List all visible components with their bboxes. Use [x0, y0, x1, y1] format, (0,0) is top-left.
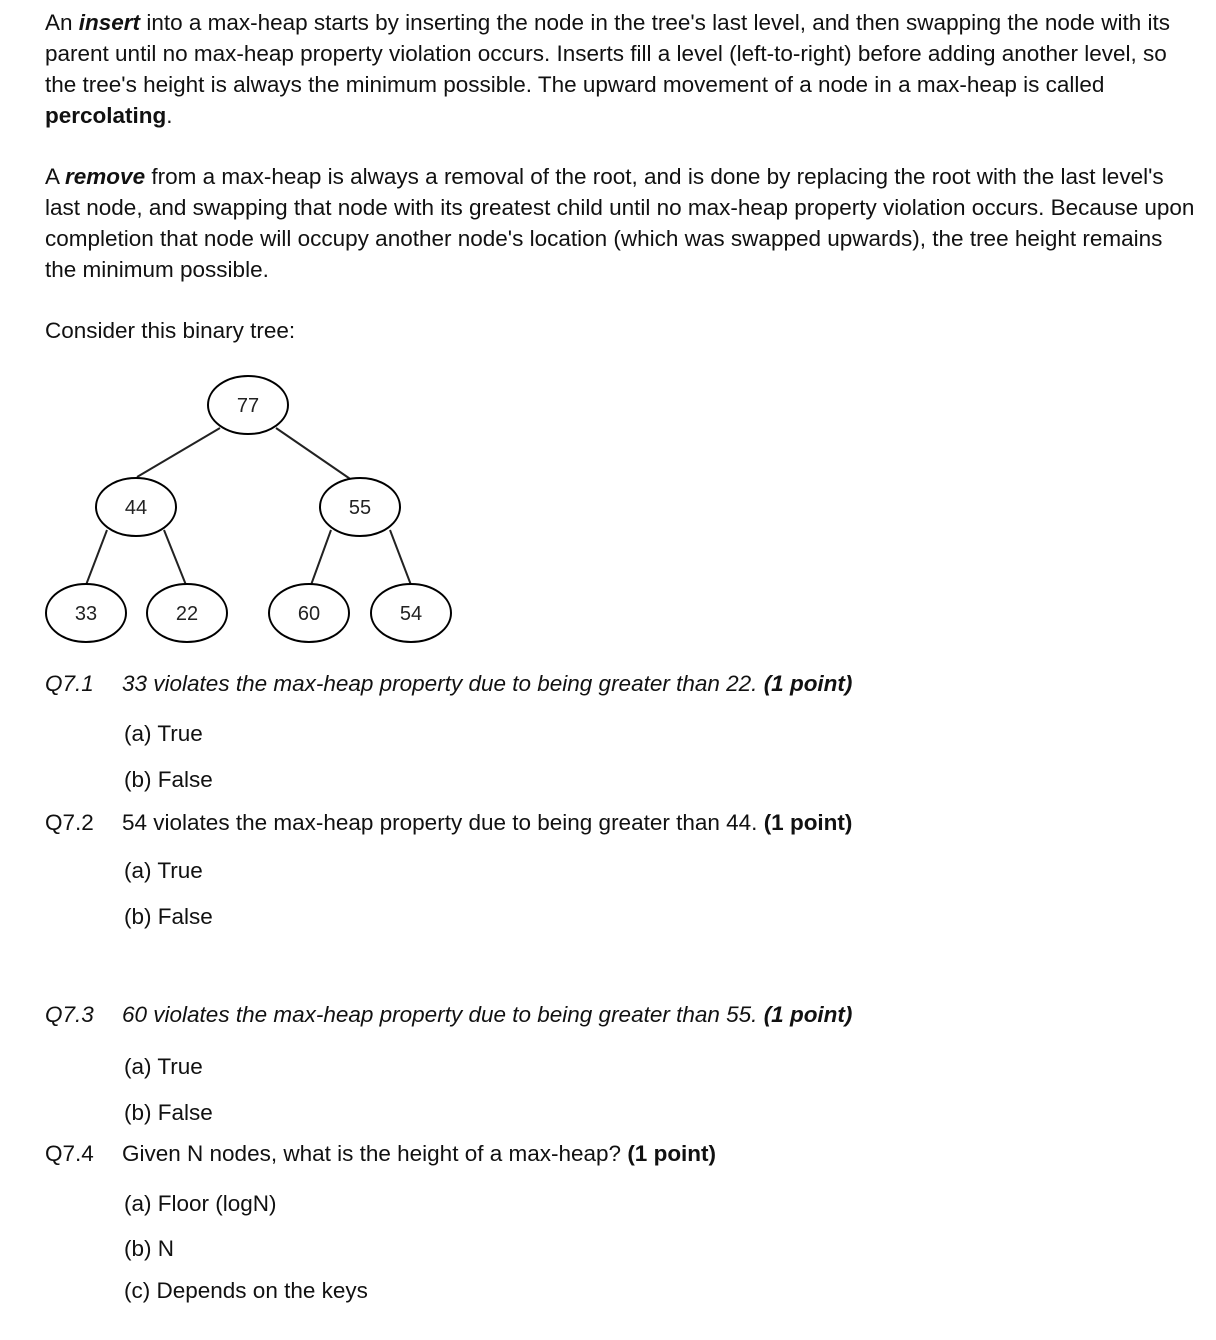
text-run: A	[45, 164, 66, 189]
node-label: 22	[175, 603, 199, 625]
edge-55-54	[390, 530, 411, 585]
binary-tree-diagram	[0, 360, 520, 660]
node-label: 44	[124, 497, 148, 519]
intro-paragraph-insert	[45, 7, 1195, 131]
term-percolating: percolating	[45, 103, 167, 128]
tree-node-level2-3	[371, 584, 451, 642]
edge-55-60	[311, 530, 331, 585]
text-run: .	[166, 103, 173, 128]
edge-44-22	[164, 530, 186, 585]
tree-node-root	[208, 376, 288, 434]
question-stem	[122, 999, 852, 1030]
q7-1-option-a[interactable]: (a) True	[124, 721, 203, 746]
node-label: 33	[74, 603, 98, 625]
consider-tree-text: Consider this binary tree:	[45, 318, 296, 343]
edge-44-33	[86, 530, 107, 585]
question-stem	[122, 807, 852, 838]
text-run: into a max-heap starts by inserting the node in the tree's last level, and then swapping the node with its parent until no max-heap property violation occurs. Inserts fill a level (left-to-right) before adding another level, so the tree's height is always the minimum possible. The upward movement of a node in a max-heap is called	[45, 10, 1170, 97]
node-label: 54	[399, 603, 423, 625]
q7-3-option-a[interactable]: (a) True	[124, 1054, 203, 1079]
q7-4-option-c[interactable]: (c) Depends on the keys	[124, 1278, 368, 1303]
question-text: 33 violates the max-heap property due to being greater than 22.	[122, 671, 758, 696]
question-number: Q7.2	[45, 810, 94, 835]
q7-3-option-b[interactable]: (b) False	[124, 1100, 213, 1125]
q7-2-option-a[interactable]: (a) True	[124, 858, 203, 883]
q7-1-option-b[interactable]: (b) False	[124, 767, 213, 792]
question-number: Q7.4	[45, 1141, 94, 1166]
question-stem	[122, 668, 852, 699]
question-points: (1 point)	[763, 1002, 853, 1027]
text-run: from a max-heap is always a removal of the root, and is done by replacing the root with the last level's last node, and swapping that node with its greatest child until no max-heap property violation occurs. Because upon completion that node will occupy another node's location (which was swapped upwards), the tree height remains the minimum possible.	[45, 164, 1195, 282]
edge-77-44	[137, 428, 220, 477]
intro-paragraph-remove	[45, 161, 1195, 285]
tree-node-level1-right	[320, 478, 400, 536]
tree-node-level1-left	[96, 478, 176, 536]
term-remove: remove	[65, 164, 146, 189]
node-label: 77	[236, 395, 260, 417]
text-run: An	[45, 10, 79, 35]
node-label: 55	[348, 497, 372, 519]
term-insert: insert	[78, 10, 141, 35]
edge-77-55	[276, 428, 359, 485]
q7-2-option-b[interactable]: (b) False	[124, 904, 213, 929]
tree-node-level2-0	[46, 584, 126, 642]
question-points: (1 point)	[627, 1141, 717, 1166]
node-label: 60	[297, 603, 321, 625]
question-text: 54 violates the max-heap property due to being greater than 44.	[122, 810, 758, 835]
tree-node-level2-1	[147, 584, 227, 642]
question-stem	[122, 1138, 716, 1169]
tree-node-level2-2	[269, 584, 349, 642]
question-number: Q7.1	[45, 671, 94, 696]
question-points: (1 point)	[763, 671, 853, 696]
q7-4-option-b[interactable]: (b) N	[124, 1236, 174, 1261]
question-number: Q7.3	[45, 1002, 94, 1027]
question-text: Given N nodes, what is the height of a max-heap?	[122, 1141, 622, 1166]
question-text: 60 violates the max-heap property due to being greater than 55.	[122, 1002, 758, 1027]
q7-4-option-a[interactable]: (a) Floor (logN)	[124, 1191, 277, 1216]
question-points: (1 point)	[763, 810, 853, 835]
